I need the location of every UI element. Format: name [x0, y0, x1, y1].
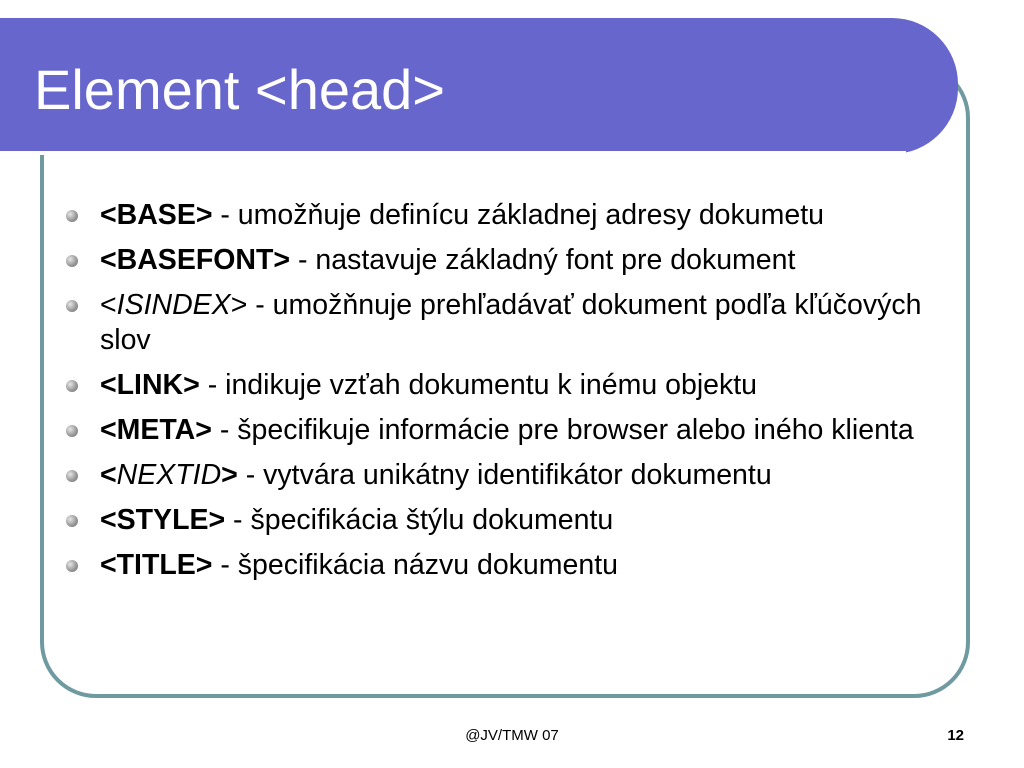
slide-title: Element <head>	[34, 58, 445, 121]
tag-name: <STYLE>	[100, 504, 226, 536]
tag-name-text: ISINDEX	[116, 289, 231, 321]
tag-name: <LINK>	[100, 369, 200, 401]
tag-close: >	[221, 459, 238, 491]
bullet-icon	[66, 515, 78, 527]
item-description: - špecifikácia štýlu dokumentu	[225, 504, 614, 536]
tag-name: <BASE>	[100, 199, 213, 231]
bullet-icon	[66, 255, 78, 267]
list-item	[66, 198, 946, 233]
tag-name: <BASEFONT>	[100, 244, 291, 276]
bullet-icon	[66, 425, 78, 437]
list-item	[66, 288, 946, 358]
list-item	[66, 503, 946, 538]
title-band	[0, 18, 958, 154]
bullet-icon	[66, 470, 78, 482]
title-underline	[0, 151, 906, 155]
list-item	[66, 458, 946, 493]
item-description: - umožňnuje prehľadávať dokument podľa kľúčových slov	[100, 289, 922, 356]
bullet-icon	[66, 560, 78, 572]
bullet-list	[66, 198, 946, 593]
item-description: - nastavuje základný font pre dokument	[290, 244, 796, 276]
item-description: - špecifikácia názvu dokumentu	[212, 549, 618, 581]
footer-credit: @JV/TMW 07	[465, 727, 559, 744]
item-description: - indikuje vzťah dokumentu k inému objektu	[199, 369, 758, 401]
bullet-icon	[66, 380, 78, 392]
tag-open: <	[100, 459, 117, 491]
tag-name	[100, 459, 238, 491]
bullet-icon	[66, 300, 78, 312]
list-item	[66, 243, 946, 278]
item-description: - vytvára unikátny identifikátor dokumentu	[237, 459, 772, 491]
list-item	[66, 413, 946, 448]
list-item	[66, 368, 946, 403]
list-item	[66, 548, 946, 583]
tag-name: <TITLE>	[100, 549, 213, 581]
item-description: - špecifikuje informácie pre browser alebo iného klienta	[211, 414, 914, 446]
tag-name-text: NEXTID	[116, 459, 222, 491]
tag-name	[100, 289, 247, 321]
tag-close: >	[230, 289, 248, 321]
tag-open: <	[100, 289, 117, 321]
tag-name: <META>	[100, 414, 212, 446]
bullet-icon	[66, 210, 78, 222]
page-number: 12	[947, 727, 964, 744]
item-description: - umožňuje definícu základnej adresy dokumetu	[212, 199, 824, 231]
